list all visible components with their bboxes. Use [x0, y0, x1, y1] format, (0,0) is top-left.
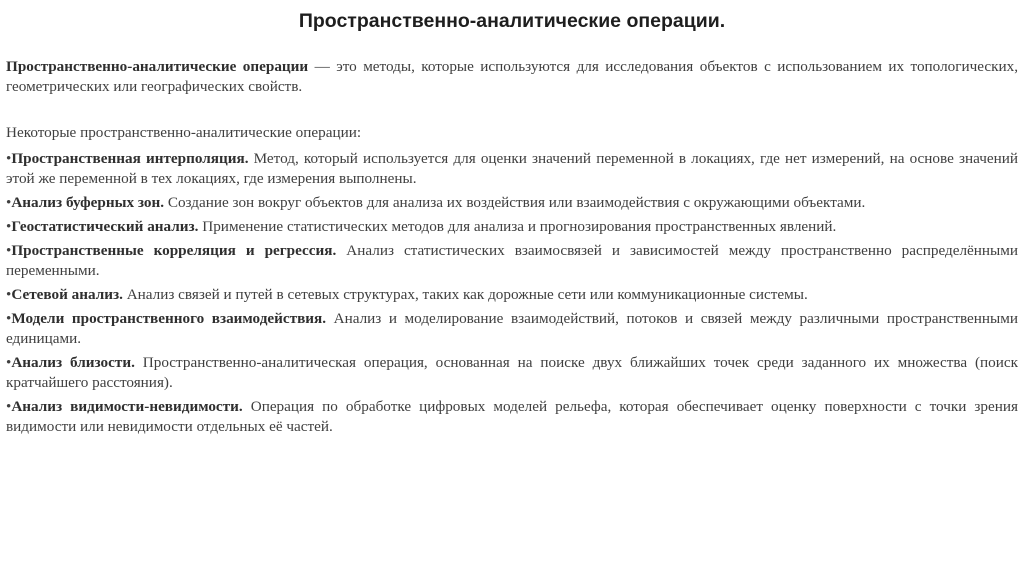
bullet-icon: • [6, 242, 12, 259]
intro-text: — это методы, которые используются для исследования объектов с использованием их топологических, геометрических или географических свойств. [6, 58, 1019, 95]
operation-text: Пространственно-аналитическая операция, основанная на поиске двух ближайших точек среди заданного их множества (поиск кратчайшего расстояния). [6, 354, 1018, 391]
operation-text: Анализ связей и путей в сетевых структурах, таких как дорожные сети или коммуникационные системы. [122, 286, 808, 303]
operation-term: Анализ видимости-невидимости. [11, 398, 243, 415]
operation-term: Геостатистический анализ. [11, 218, 199, 235]
list-item [6, 353, 1018, 393]
operation-text: Анализ и моделирование взаимодействий, потоков и связей между различными пространственными единицами. [6, 310, 1018, 347]
list-item [6, 193, 1018, 213]
list-item [6, 285, 1018, 305]
list-item [6, 241, 1018, 281]
operation-term: Пространственные корреляция и регрессия. [11, 242, 337, 259]
list-item [6, 309, 1018, 349]
operation-text: Создание зон вокруг объектов для анализа их воздействия или взаимодействия с окружающими объектами. [164, 194, 866, 211]
page-title: Пространственно-аналитические операции. [298, 10, 726, 32]
operation-text: Метод, который используется для оценки значений переменной в локациях, где нет измерений, на основе значений этой же переменной в тех локациях, где измерения выполнены. [6, 150, 1018, 187]
bullet-icon: • [6, 310, 12, 327]
operations-list [6, 149, 1018, 437]
bullet-icon: • [6, 150, 12, 167]
operation-term: Пространственная интерполяция. [11, 150, 249, 167]
bullet-icon: • [6, 286, 12, 303]
operation-term: Сетевой анализ. [11, 286, 123, 303]
operation-term: Модели пространственного взаимодействия. [11, 310, 327, 327]
operation-text: Применение статистических методов для анализа и прогнозирования пространственных явлений. [198, 218, 837, 235]
bullet-icon: • [6, 218, 12, 235]
list-item [6, 217, 1018, 237]
list-heading: Некоторые пространственно-аналитические операции: [6, 124, 362, 141]
operation-text: Анализ статистических взаимосвязей и зависимостей между пространственно распределёнными переменными. [6, 242, 1018, 279]
bullet-icon: • [6, 398, 12, 415]
operation-term: Анализ буферных зон. [11, 194, 165, 211]
intro-paragraph [6, 57, 1018, 97]
operation-text: Операция по обработке цифровых моделей рельефа, которая обеспечивает оценку поверхности с точки зрения видимости или невидимости отдельных её частей. [6, 398, 1018, 435]
bullet-icon: • [6, 194, 12, 211]
operation-term: Анализ близости. [11, 354, 135, 371]
intro-term: Пространственно-аналитические операции [6, 58, 309, 75]
list-item [6, 149, 1018, 189]
bullet-icon: • [6, 354, 12, 371]
list-item [6, 397, 1018, 437]
